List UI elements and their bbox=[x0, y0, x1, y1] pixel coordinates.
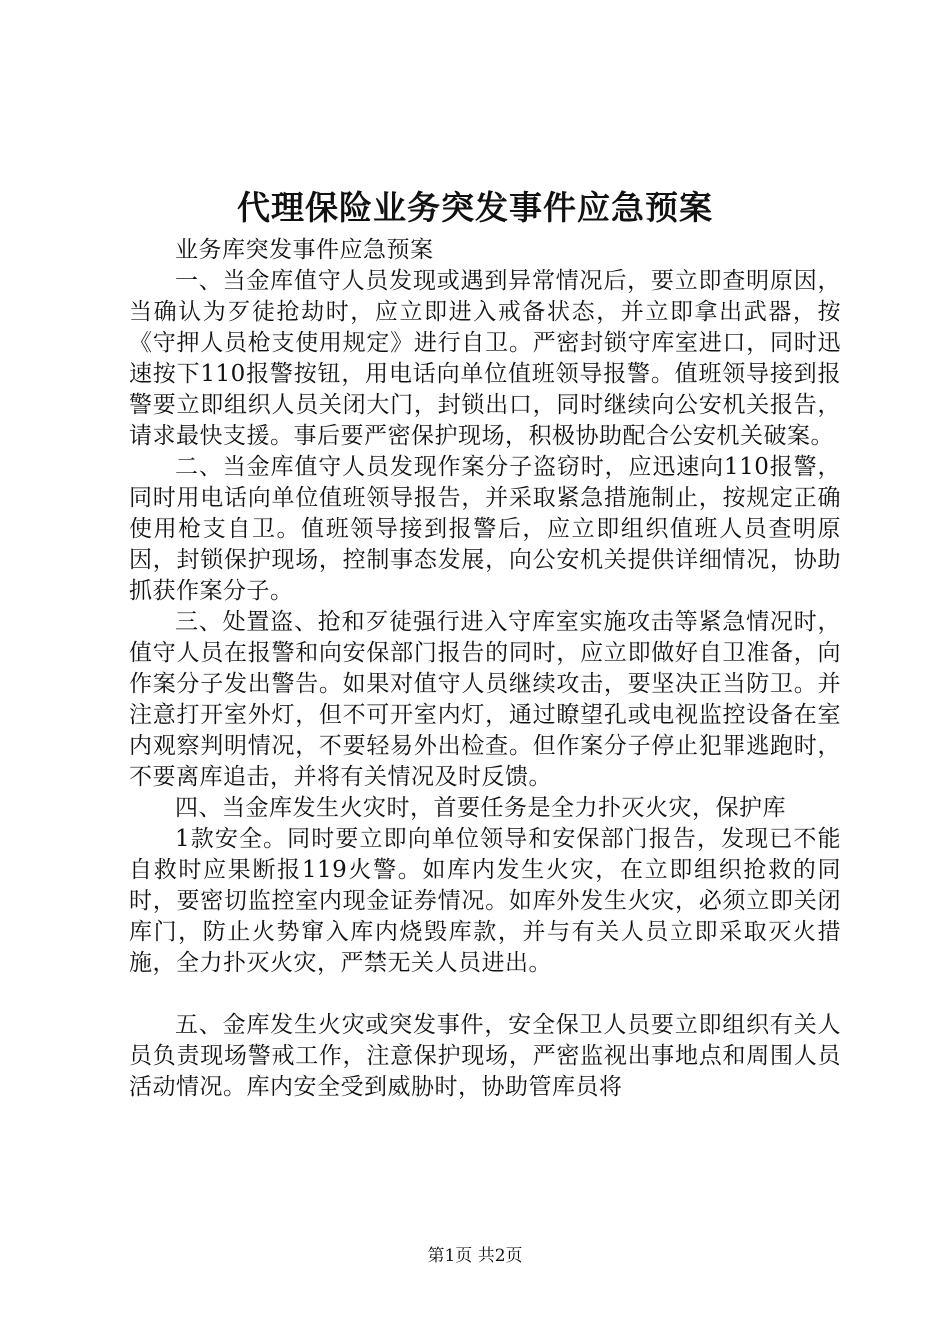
paragraph-2: 二、当金库值守人员发现作案分子盗窃时，应迅速向110报警，同时用电话向单位值班领导报告，并采取紧急措施制止，按规定正确使用枪支自卫。值班领导接到报警后，应立即组织值班人员查明原因，封锁保护现场，控制事态发展，向公安机关提供详细情况，协助抓获作案分子。 bbox=[129, 454, 841, 604]
paragraph-5: 1款安全。同时要立即向单位领导和安保部门报告，发现已不能自救时应果断报119火警。如库内发生火灾，在立即组织抢救的同时，要密切监控室内现金证券情况。如库外发生火灾，必须立即关闭库门，防止火势窜入库内烧毁库款，并与有关人员立即采取灭火措施，全力扑灭火灾，严禁无关人员进出。 bbox=[129, 826, 841, 976]
document-title: 代理保险业务突发事件应急预案 bbox=[237, 188, 713, 227]
document-body bbox=[129, 235, 841, 1103]
paragraph-1: 一、当金库值守人员发现或遇到异常情况后，要立即查明原因，当确认为歹徒抢劫时，应立即进入戒备状态，并立即拿出武器，按《守押人员枪支使用规定》进行自卫。严密封锁守库室进口，同时迅速按下110报警按钮，用电话向单位值班领导报警。值班领导接到报警要立即组织人员关闭大门，封锁出口，同时继续向公安机关报告，请求最快支援。事后要严密保护现场，积极协助配合公安机关破案。 bbox=[129, 268, 841, 449]
page-number: 第1页 共2页 bbox=[427, 1246, 523, 1266]
document-subtitle: 业务库突发事件应急预案 bbox=[175, 237, 434, 263]
paragraph-6: 五、金库发生火灾或突发事件，安全保卫人员要立即组织有关人员负责现场警戒工作，注意保护现场，严密监视出事地点和周围人员活动情况。库内安全受到威胁时，协助管库员将 bbox=[129, 1012, 841, 1100]
paragraph-3: 三、处置盗、抢和歹徒强行进入守库室实施攻击等紧急情况时，值守人员在报警和向安保部门报告的同时，应立即做好自卫准备，向作案分子发出警告。如果对值守人员继续攻击，要坚决正当防卫。并注意打开室外灯，但不可开室内灯，通过瞭望孔或电视监控设备在室内观察判明情况，不要轻易外出检查。但作案分子停止犯罪逃跑时，不要离库追击，并将有关情况及时反馈。 bbox=[129, 609, 841, 790]
paragraph-4: 四、当金库发生火灾时，首要任务是全力扑灭火灾，保护库 bbox=[175, 795, 786, 821]
